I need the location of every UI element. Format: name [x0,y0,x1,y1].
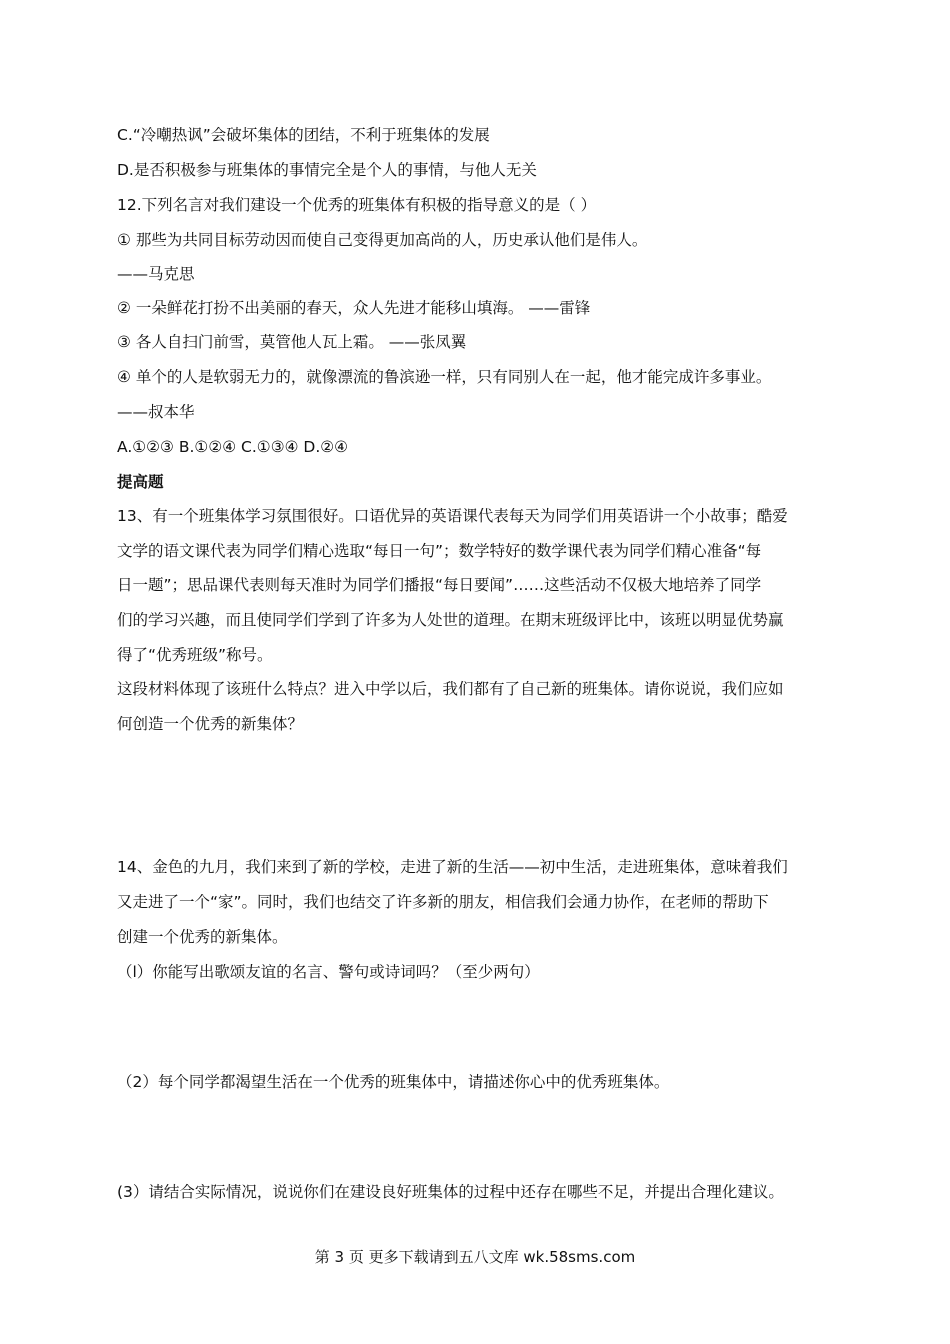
question-13-line-2: 文学的语文课代表为同学们精心选取“每日一句”；数学特好的数学课代表为同学们精心准备“每 [117,542,762,560]
footer-link[interactable]: wk.58sms.com [523,1248,636,1266]
question-12: 12.下列名言对我们建设一个优秀的班集体有积极的指导意义的是（ ） [117,196,597,214]
question-13-line-4: 们的学习兴趣，而且使同学们学到了许多为人处世的道理。在期末班级评比中，该班以明显优势赢 [117,611,784,629]
option-d: D.是否积极参与班集体的事情完全是个人的事情，与他人无关 [117,161,537,179]
quote-4: ④ 单个的人是软弱无力的，就像漂流的鲁滨逊一样，只有同别人在一起，他才能完成许多事业。 [117,368,772,386]
question-14-line-1: 14、金色的九月，我们来到了新的学校，走进了新的生活——初中生活，走进班集体，意味着我们 [117,858,788,876]
quote-1: ① 那些为共同目标劳动因而使自己变得更加高尚的人，历史承认他们是伟人。 [117,231,648,249]
quote-1-author: ——马克思 [117,265,195,283]
question-14-part-1: （l）你能写出歌颂友谊的名言、警句或诗词吗？（至少两句） [117,963,540,981]
section-heading: 提高题 [117,473,164,491]
question-13-line-5: 得了“优秀班级”称号。 [117,646,273,664]
question-13-prompt-1: 这段材料体现了该班什么特点？进入中学以后，我们都有了自己新的班集体。请你说说，我们应如 [117,680,784,698]
question-14-part-3: (3）请结合实际情况，说说你们在建设良好班集体的过程中还存在哪些不足，并提出合理化建议。 [117,1183,784,1201]
quote-4-author: ——叔本华 [117,403,195,421]
question-13-line-3: 日一题”；思品课代表则每天准时为同学们播报“每日要闻”……这些活动不仅极大地培养了同学 [117,576,762,594]
question-14-line-2: 又走进了一个“家”。同时，我们也结交了许多新的朋友，相信我们会通力协作，在老师的帮助下 [117,893,769,911]
option-c: C.“冷嘲热讽”会破坏集体的团结，不利于班集体的发展 [117,126,490,144]
question-13-line-1: 13、有一个班集体学习氛围很好。口语优异的英语课代表每天为同学们用英语讲一个小故事；酷爱 [117,507,788,525]
quote-3: ③ 各人自扫门前雪，莫管他人瓦上霜。 ——张凤翼 [117,333,467,351]
quote-2: ② 一朵鲜花打扮不出美丽的春天，众人先进才能移山填海。 ——雷锋 [117,299,591,317]
question-13-prompt-2: 何创造一个优秀的新集体？ [117,715,304,733]
answer-options: A.①②③ B.①②④ C.①③④ D.②④ [117,438,349,456]
footer-text: 第 3 页 更多下载请到五八文库 [314,1248,524,1266]
page-footer [0,1246,950,1268]
question-14-line-3: 创建一个优秀的新集体。 [117,928,288,946]
question-14-part-2: （2）每个同学都渴望生活在一个优秀的班集体中，请描述你心中的优秀班集体。 [117,1073,670,1091]
